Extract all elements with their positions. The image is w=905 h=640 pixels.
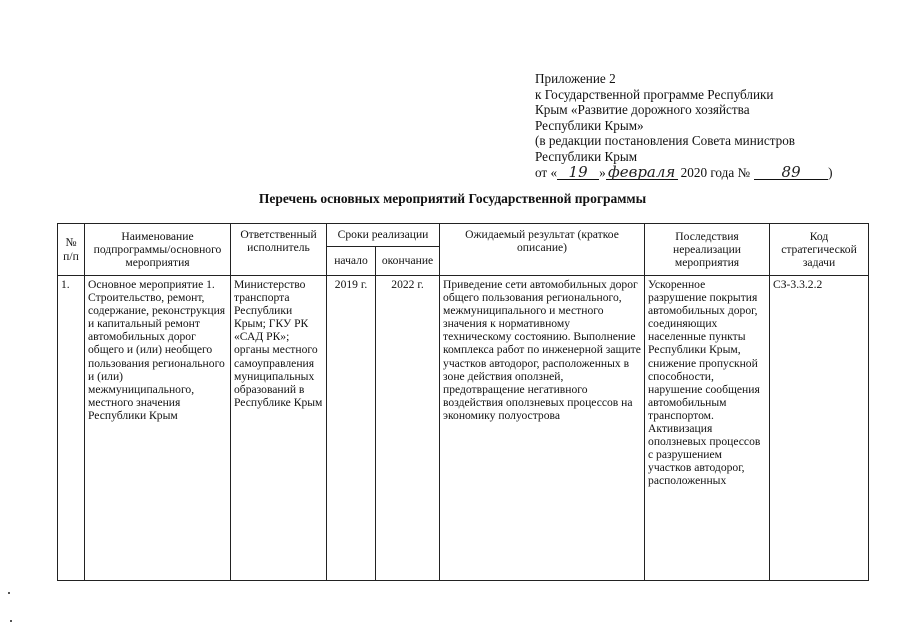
resolution-date-line [535, 162, 895, 181]
cell-code: СЗ-3.3.2.2 [770, 276, 869, 581]
handwritten-day: 19 [557, 165, 599, 180]
appendix-header [535, 71, 895, 180]
header-consequences: Последствия нереализации мероприятия [645, 224, 770, 276]
header-code: Код стратегической задачи [770, 224, 869, 276]
cell-responsible: Министерство транспорта Республики Крым; ГКУ РК «САД РК»; органы местного самоуправления муниципальных образований в Республике Крым [231, 276, 327, 581]
header-start: начало [327, 247, 376, 276]
header-line: (в редакции постановления Совета министров [535, 133, 796, 149]
table-header-row [58, 224, 869, 247]
cell-start: 2019 г. [327, 276, 376, 581]
date-suffix: ) [828, 164, 833, 180]
measures-table [57, 223, 869, 581]
cell-num: 1. [58, 276, 85, 581]
cell-result: Приведение сети автомобильных дорог общего пользования регионального, межмуниципального и местного значения к нормативному техническому состоянию. Выполнение комплекса работ по инженерной защите участков автодорог, расположенных в зоне действия оползней, предотвращение негативного воздействия оползневых процессов на экономику полуострова [440, 276, 645, 581]
cell-consequences: Ускоренное разрушение покрытия автомобильных дорог, соединяющих населенные пункты Республики Крым, снижение пропускной способности, нарушение сообщения автомобильным транспортом. Активизация оползневых процессов с разрушением участков автодорог, расположенных [645, 276, 770, 581]
table-row [58, 276, 869, 581]
document-title: Перечень основных мероприятий Государственной программы [258, 191, 647, 206]
header-name: Наименование подпрограммы/основного мероприятия [85, 224, 231, 276]
header-responsible: Ответственный исполнитель [231, 224, 327, 276]
date-mid: » [599, 164, 606, 180]
header-terms: Сроки реализации [327, 224, 440, 247]
cell-end: 2022 г. [376, 276, 440, 581]
header-end: окончание [376, 247, 440, 276]
date-prefix: от « [535, 164, 558, 180]
header-result: Ожидаемый результат (краткое описание) [440, 224, 645, 276]
header-line: Приложение 2 [535, 71, 616, 86]
header-line: Республики Крым [535, 148, 638, 164]
header-line: к Государственной программе Республики [535, 86, 774, 102]
handwritten-number: 89 [754, 165, 828, 180]
scan-artifact [8, 592, 10, 594]
header-line: Республики Крым» [535, 117, 644, 133]
date-year-text: 2020 года № [680, 164, 751, 180]
header-line: Крым «Развитие дорожного хозяйства [535, 102, 750, 118]
handwritten-month: февраля [606, 165, 678, 180]
scan-artifact [10, 620, 12, 622]
cell-name: Основное мероприятие 1. Строительство, ремонт, содержание, реконструкция и капитальный ремонт автомобильных дорог общего и (или) необщего пользования регионального и (или) межмуниципального, местного значения Республики Крым [85, 276, 231, 581]
header-num: № п/п [58, 224, 85, 276]
